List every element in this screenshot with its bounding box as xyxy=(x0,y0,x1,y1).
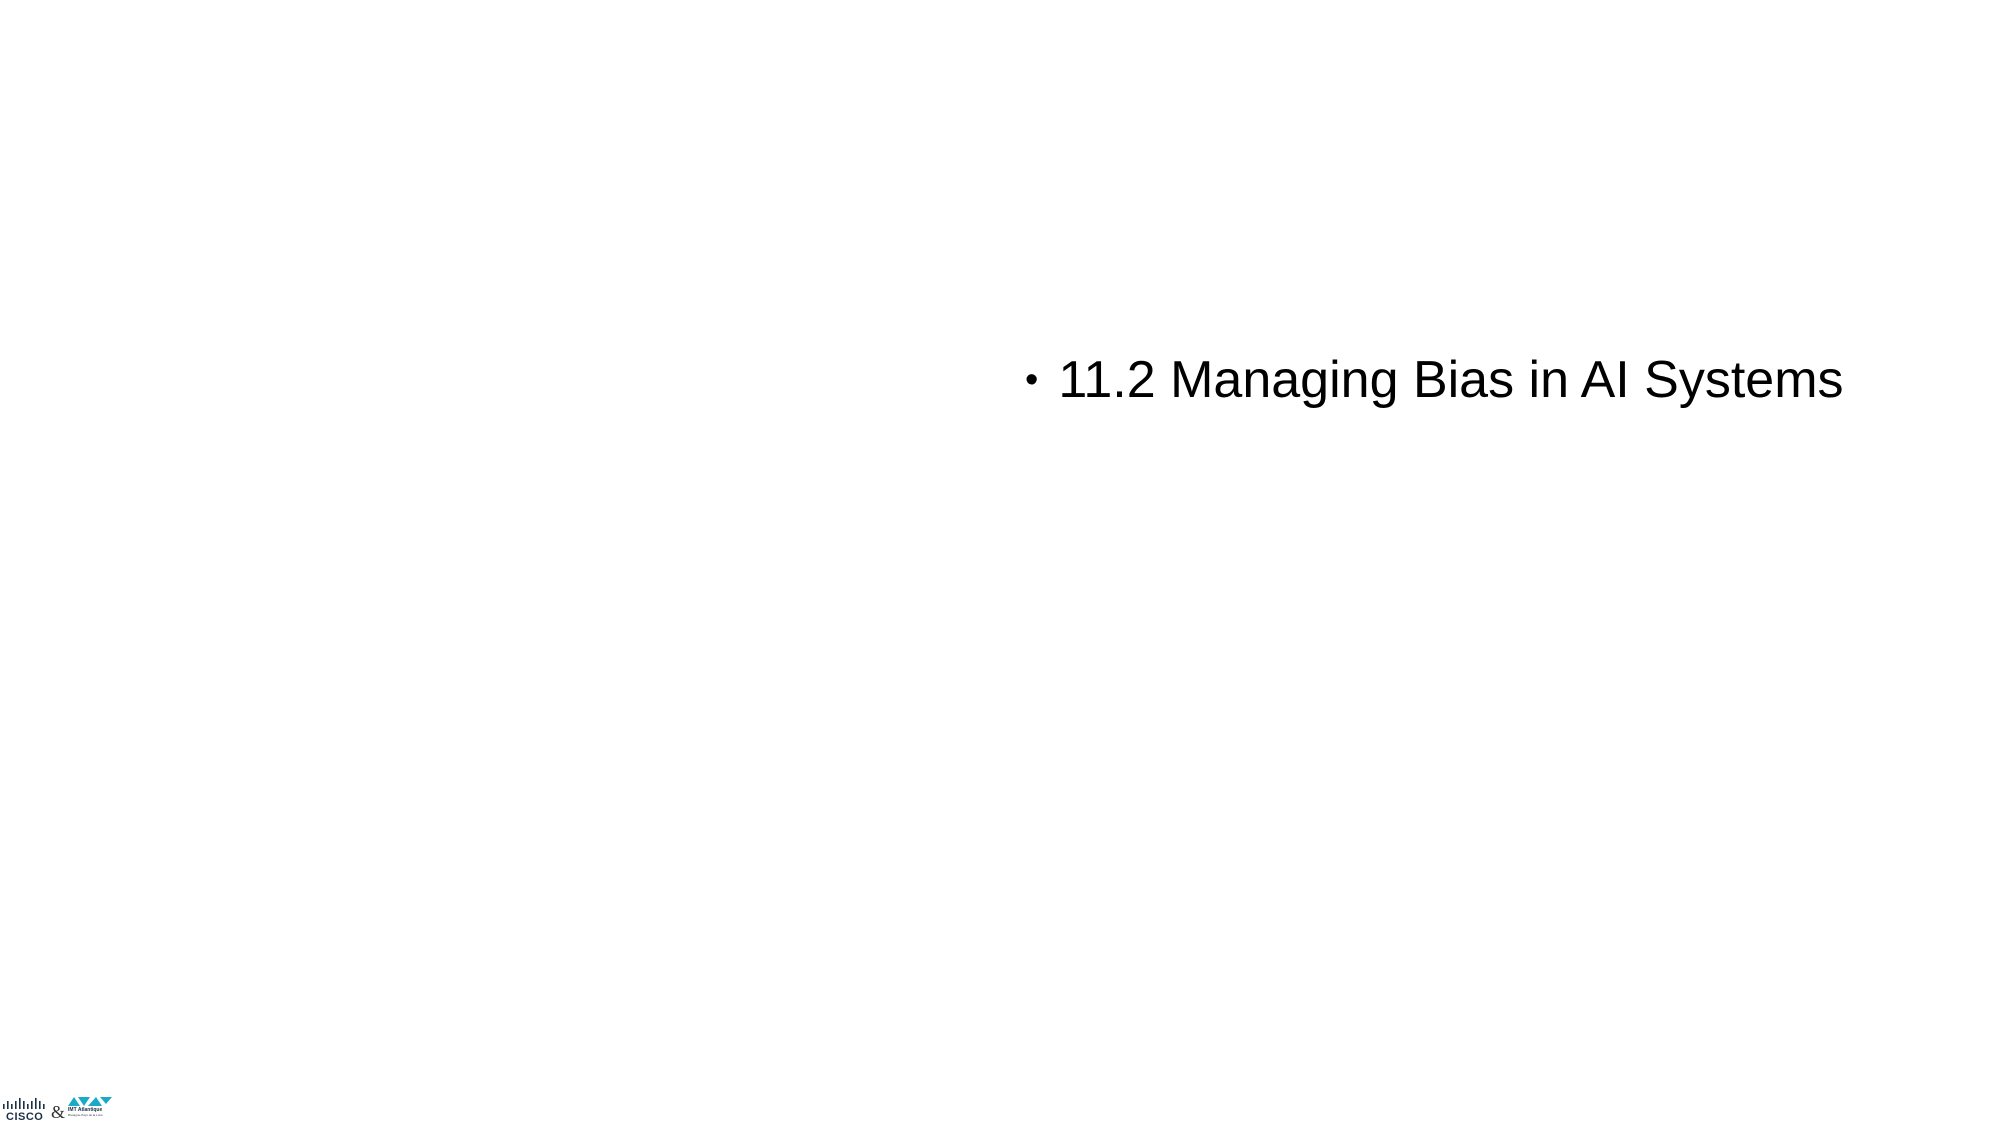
ampersand: & xyxy=(51,1102,66,1122)
cisco-logo xyxy=(2,1098,50,1125)
bullet-list xyxy=(1025,348,1844,412)
bullet-dot-icon: • xyxy=(1025,359,1039,401)
bullet-text: 11.2 Managing Bias in AI Systems xyxy=(1058,351,1844,409)
bullet-item xyxy=(1025,348,1844,412)
imt-logo xyxy=(66,1096,116,1125)
cisco-bars-icon xyxy=(2,1098,50,1112)
imt-wordmark: IMT Atlantique xyxy=(68,1107,103,1113)
footer-logos xyxy=(2,1096,118,1125)
cisco-wordmark: CISCO xyxy=(6,1111,44,1123)
imt-subtitle: Bretagne-Pays de la Loire xyxy=(68,1113,103,1117)
